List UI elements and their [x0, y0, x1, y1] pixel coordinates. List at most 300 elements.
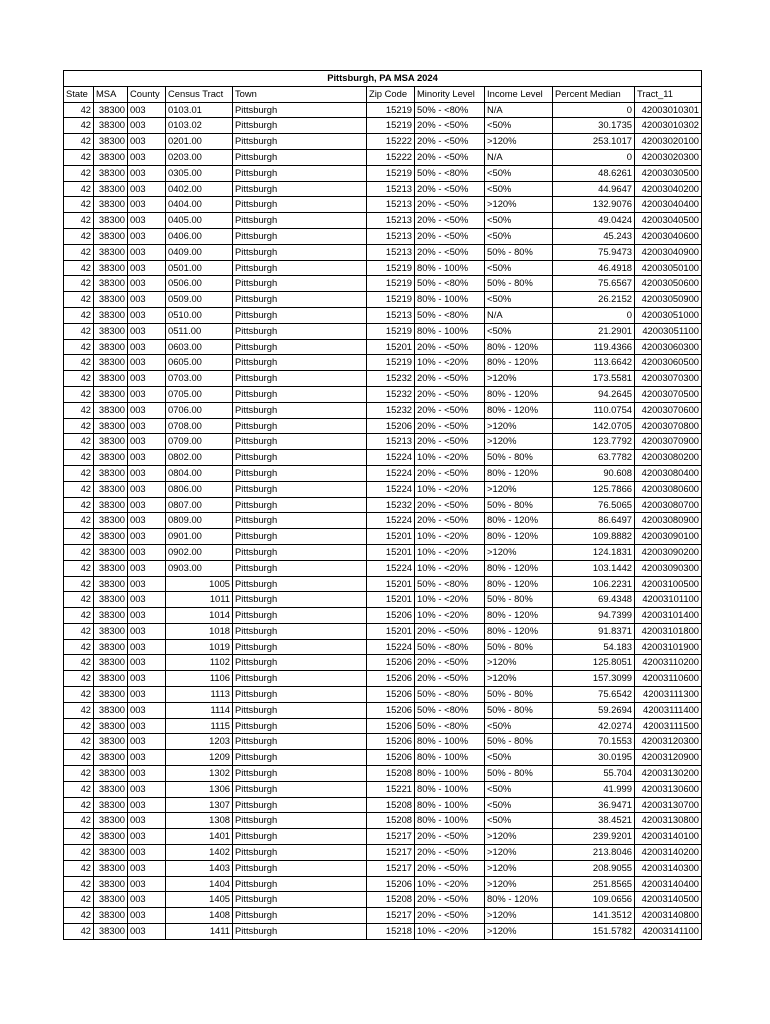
cell-msa: 38300: [94, 781, 128, 797]
table-row: [64, 181, 702, 197]
table-row: [64, 165, 702, 181]
cell-minority-level: 20% - <50%: [415, 829, 485, 845]
cell-tract-11: 42003051000: [635, 307, 702, 323]
cell-county: 003: [128, 228, 166, 244]
table-row: [64, 418, 702, 434]
cell-percent-median: 109.0656: [553, 892, 635, 908]
table-row: [64, 639, 702, 655]
cell-msa: 38300: [94, 576, 128, 592]
cell-town: Pittsburgh: [233, 276, 367, 292]
cell-county: 003: [128, 655, 166, 671]
census-tract-table: [63, 70, 702, 940]
cell-minority-level: 20% - <50%: [415, 134, 485, 150]
cell-income-level: 80% - 120%: [485, 402, 553, 418]
table-row: [64, 813, 702, 829]
table-row: [64, 197, 702, 213]
table-row: [64, 750, 702, 766]
cell-minority-level: 80% - 100%: [415, 323, 485, 339]
table-row: [64, 355, 702, 371]
cell-state: 42: [64, 702, 94, 718]
cell-tract-11: 42003040200: [635, 181, 702, 197]
cell-zip-code: 15219: [367, 355, 415, 371]
cell-msa: 38300: [94, 702, 128, 718]
cell-tract-11: 42003060300: [635, 339, 702, 355]
cell-tract-11: 42003040500: [635, 213, 702, 229]
cell-census-tract: 0103.01: [166, 102, 233, 118]
table-body: [64, 102, 702, 939]
cell-income-level: 50% - 80%: [485, 276, 553, 292]
cell-census-tract: 0511.00: [166, 323, 233, 339]
cell-msa: 38300: [94, 418, 128, 434]
cell-town: Pittsburgh: [233, 576, 367, 592]
cell-town: Pittsburgh: [233, 513, 367, 529]
cell-percent-median: 119.4366: [553, 339, 635, 355]
table-row: [64, 434, 702, 450]
cell-census-tract: 0506.00: [166, 276, 233, 292]
cell-percent-median: 46.4918: [553, 260, 635, 276]
cell-state: 42: [64, 734, 94, 750]
table-row: [64, 213, 702, 229]
cell-town: Pittsburgh: [233, 829, 367, 845]
table-row: [64, 734, 702, 750]
cell-msa: 38300: [94, 797, 128, 813]
cell-minority-level: 10% - <20%: [415, 544, 485, 560]
cell-tract-11: 42003070600: [635, 402, 702, 418]
cell-tract-11: 42003050100: [635, 260, 702, 276]
cell-state: 42: [64, 307, 94, 323]
cell-state: 42: [64, 576, 94, 592]
cell-minority-level: 20% - <50%: [415, 860, 485, 876]
cell-percent-median: 69.4348: [553, 592, 635, 608]
cell-income-level: >120%: [485, 924, 553, 940]
cell-percent-median: 94.2645: [553, 386, 635, 402]
cell-tract-11: 42003101800: [635, 623, 702, 639]
table-row: [64, 718, 702, 734]
column-header-row: [64, 86, 702, 102]
cell-census-tract: 0201.00: [166, 134, 233, 150]
cell-census-tract: 0305.00: [166, 165, 233, 181]
cell-zip-code: 15201: [367, 623, 415, 639]
cell-minority-level: 20% - <50%: [415, 892, 485, 908]
cell-county: 003: [128, 797, 166, 813]
cell-town: Pittsburgh: [233, 766, 367, 782]
cell-town: Pittsburgh: [233, 718, 367, 734]
table-row: [64, 892, 702, 908]
cell-msa: 38300: [94, 829, 128, 845]
cell-town: Pittsburgh: [233, 813, 367, 829]
cell-msa: 38300: [94, 892, 128, 908]
cell-census-tract: 1106: [166, 671, 233, 687]
cell-minority-level: 80% - 100%: [415, 813, 485, 829]
cell-town: Pittsburgh: [233, 860, 367, 876]
cell-zip-code: 15206: [367, 655, 415, 671]
cell-msa: 38300: [94, 750, 128, 766]
cell-msa: 38300: [94, 355, 128, 371]
cell-percent-median: 59.2694: [553, 702, 635, 718]
cell-zip-code: 15208: [367, 892, 415, 908]
cell-tract-11: 42003101400: [635, 608, 702, 624]
cell-town: Pittsburgh: [233, 608, 367, 624]
cell-zip-code: 15213: [367, 434, 415, 450]
cell-minority-level: 80% - 100%: [415, 750, 485, 766]
cell-town: Pittsburgh: [233, 386, 367, 402]
table-row: [64, 860, 702, 876]
cell-income-level: >120%: [485, 371, 553, 387]
cell-county: 003: [128, 813, 166, 829]
cell-tract-11: 42003070900: [635, 434, 702, 450]
cell-census-tract: 1405: [166, 892, 233, 908]
table-row: [64, 797, 702, 813]
cell-minority-level: 10% - <20%: [415, 876, 485, 892]
cell-tract-11: 42003070800: [635, 418, 702, 434]
cell-tract-11: 42003080200: [635, 450, 702, 466]
cell-county: 003: [128, 102, 166, 118]
cell-minority-level: 50% - <80%: [415, 307, 485, 323]
table-row: [64, 481, 702, 497]
table-row: [64, 386, 702, 402]
cell-income-level: >120%: [485, 197, 553, 213]
cell-census-tract: 1401: [166, 829, 233, 845]
cell-town: Pittsburgh: [233, 213, 367, 229]
cell-income-level: 50% - 80%: [485, 702, 553, 718]
cell-percent-median: 123.7792: [553, 434, 635, 450]
table-row: [64, 102, 702, 118]
cell-county: 003: [128, 402, 166, 418]
cell-percent-median: 44.9647: [553, 181, 635, 197]
cell-county: 003: [128, 355, 166, 371]
cell-income-level: <50%: [485, 292, 553, 308]
cell-income-level: 50% - 80%: [485, 639, 553, 655]
cell-county: 003: [128, 608, 166, 624]
table-row: [64, 260, 702, 276]
table-row: [64, 576, 702, 592]
cell-zip-code: 15232: [367, 386, 415, 402]
cell-minority-level: 20% - <50%: [415, 181, 485, 197]
cell-msa: 38300: [94, 655, 128, 671]
cell-income-level: 80% - 120%: [485, 608, 553, 624]
table-row: [64, 134, 702, 150]
cell-minority-level: 20% - <50%: [415, 228, 485, 244]
cell-zip-code: 15232: [367, 497, 415, 513]
cell-state: 42: [64, 339, 94, 355]
cell-county: 003: [128, 560, 166, 576]
cell-county: 003: [128, 592, 166, 608]
cell-msa: 38300: [94, 228, 128, 244]
cell-tract-11: 42003140800: [635, 908, 702, 924]
cell-census-tract: 0510.00: [166, 307, 233, 323]
cell-census-tract: 0703.00: [166, 371, 233, 387]
cell-income-level: >120%: [485, 481, 553, 497]
cell-tract-11: 42003130700: [635, 797, 702, 813]
cell-state: 42: [64, 766, 94, 782]
cell-zip-code: 15232: [367, 402, 415, 418]
cell-msa: 38300: [94, 623, 128, 639]
cell-state: 42: [64, 402, 94, 418]
table-row: [64, 908, 702, 924]
cell-town: Pittsburgh: [233, 434, 367, 450]
cell-county: 003: [128, 702, 166, 718]
column-header-zip-code: Zip Code: [367, 86, 415, 102]
table-row: [64, 292, 702, 308]
cell-percent-median: 55.704: [553, 766, 635, 782]
cell-census-tract: 0806.00: [166, 481, 233, 497]
cell-income-level: <50%: [485, 718, 553, 734]
table-row: [64, 560, 702, 576]
cell-town: Pittsburgh: [233, 655, 367, 671]
cell-state: 42: [64, 924, 94, 940]
cell-town: Pittsburgh: [233, 418, 367, 434]
column-header-county: County: [128, 86, 166, 102]
cell-zip-code: 15224: [367, 465, 415, 481]
table-row: [64, 371, 702, 387]
cell-msa: 38300: [94, 371, 128, 387]
cell-msa: 38300: [94, 165, 128, 181]
cell-town: Pittsburgh: [233, 592, 367, 608]
cell-county: 003: [128, 781, 166, 797]
cell-income-level: <50%: [485, 165, 553, 181]
cell-msa: 38300: [94, 481, 128, 497]
cell-zip-code: 15213: [367, 181, 415, 197]
cell-state: 42: [64, 813, 94, 829]
cell-town: Pittsburgh: [233, 639, 367, 655]
cell-msa: 38300: [94, 323, 128, 339]
cell-income-level: 50% - 80%: [485, 592, 553, 608]
cell-town: Pittsburgh: [233, 118, 367, 134]
cell-census-tract: 1011: [166, 592, 233, 608]
column-header-percent-median: Percent Median: [553, 86, 635, 102]
cell-income-level: >120%: [485, 418, 553, 434]
cell-msa: 38300: [94, 639, 128, 655]
cell-town: Pittsburgh: [233, 892, 367, 908]
cell-town: Pittsburgh: [233, 702, 367, 718]
cell-census-tract: 1114: [166, 702, 233, 718]
cell-income-level: >120%: [485, 671, 553, 687]
cell-county: 003: [128, 434, 166, 450]
cell-zip-code: 15213: [367, 213, 415, 229]
cell-msa: 38300: [94, 181, 128, 197]
cell-town: Pittsburgh: [233, 197, 367, 213]
cell-percent-median: 0: [553, 307, 635, 323]
cell-zip-code: 15219: [367, 102, 415, 118]
cell-percent-median: 86.6497: [553, 513, 635, 529]
cell-county: 003: [128, 134, 166, 150]
cell-percent-median: 106.2231: [553, 576, 635, 592]
cell-percent-median: 251.8565: [553, 876, 635, 892]
cell-msa: 38300: [94, 529, 128, 545]
cell-income-level: 80% - 120%: [485, 513, 553, 529]
cell-income-level: >120%: [485, 860, 553, 876]
cell-census-tract: 0903.00: [166, 560, 233, 576]
cell-msa: 38300: [94, 465, 128, 481]
cell-minority-level: 10% - <20%: [415, 608, 485, 624]
cell-tract-11: 42003130600: [635, 781, 702, 797]
cell-minority-level: 20% - <50%: [415, 149, 485, 165]
cell-income-level: <50%: [485, 750, 553, 766]
cell-minority-level: 20% - <50%: [415, 671, 485, 687]
cell-minority-level: 20% - <50%: [415, 213, 485, 229]
cell-tract-11: 42003051100: [635, 323, 702, 339]
cell-percent-median: 75.6567: [553, 276, 635, 292]
cell-state: 42: [64, 687, 94, 703]
cell-zip-code: 15201: [367, 592, 415, 608]
cell-town: Pittsburgh: [233, 149, 367, 165]
cell-state: 42: [64, 165, 94, 181]
cell-income-level: N/A: [485, 149, 553, 165]
cell-tract-11: 42003010302: [635, 118, 702, 134]
cell-income-level: >120%: [485, 845, 553, 861]
cell-minority-level: 10% - <20%: [415, 481, 485, 497]
cell-zip-code: 15221: [367, 781, 415, 797]
cell-income-level: <50%: [485, 781, 553, 797]
cell-zip-code: 15201: [367, 544, 415, 560]
cell-tract-11: 42003040900: [635, 244, 702, 260]
cell-census-tract: 0902.00: [166, 544, 233, 560]
cell-minority-level: 80% - 100%: [415, 734, 485, 750]
table-row: [64, 402, 702, 418]
cell-zip-code: 15219: [367, 165, 415, 181]
cell-msa: 38300: [94, 671, 128, 687]
cell-state: 42: [64, 513, 94, 529]
cell-state: 42: [64, 260, 94, 276]
cell-income-level: 80% - 120%: [485, 529, 553, 545]
cell-minority-level: 10% - <20%: [415, 450, 485, 466]
cell-percent-median: 142.0705: [553, 418, 635, 434]
table-row: [64, 845, 702, 861]
cell-zip-code: 15213: [367, 307, 415, 323]
cell-county: 003: [128, 671, 166, 687]
cell-state: 42: [64, 197, 94, 213]
cell-percent-median: 49.0424: [553, 213, 635, 229]
cell-zip-code: 15201: [367, 339, 415, 355]
cell-tract-11: 42003090300: [635, 560, 702, 576]
cell-msa: 38300: [94, 102, 128, 118]
cell-county: 003: [128, 181, 166, 197]
cell-income-level: 80% - 120%: [485, 339, 553, 355]
cell-zip-code: 15206: [367, 608, 415, 624]
cell-tract-11: 42003050600: [635, 276, 702, 292]
cell-town: Pittsburgh: [233, 560, 367, 576]
table-row: [64, 702, 702, 718]
cell-county: 003: [128, 766, 166, 782]
cell-minority-level: 80% - 100%: [415, 766, 485, 782]
table-row: [64, 513, 702, 529]
cell-town: Pittsburgh: [233, 339, 367, 355]
table-row: [64, 544, 702, 560]
cell-percent-median: 90.608: [553, 465, 635, 481]
cell-minority-level: 10% - <20%: [415, 355, 485, 371]
cell-msa: 38300: [94, 149, 128, 165]
cell-minority-level: 80% - 100%: [415, 260, 485, 276]
cell-tract-11: 42003140200: [635, 845, 702, 861]
cell-tract-11: 42003050900: [635, 292, 702, 308]
cell-town: Pittsburgh: [233, 181, 367, 197]
cell-county: 003: [128, 687, 166, 703]
cell-income-level: <50%: [485, 813, 553, 829]
cell-county: 003: [128, 339, 166, 355]
cell-tract-11: 42003140300: [635, 860, 702, 876]
table-row: [64, 529, 702, 545]
column-header-town: Town: [233, 86, 367, 102]
cell-zip-code: 15219: [367, 276, 415, 292]
cell-tract-11: 42003080700: [635, 497, 702, 513]
cell-tract-11: 42003140400: [635, 876, 702, 892]
cell-zip-code: 15219: [367, 260, 415, 276]
cell-county: 003: [128, 623, 166, 639]
cell-census-tract: 0807.00: [166, 497, 233, 513]
cell-county: 003: [128, 276, 166, 292]
cell-percent-median: 94.7399: [553, 608, 635, 624]
cell-msa: 38300: [94, 924, 128, 940]
cell-minority-level: 10% - <20%: [415, 560, 485, 576]
table-row: [64, 766, 702, 782]
cell-percent-median: 75.6542: [553, 687, 635, 703]
cell-county: 003: [128, 292, 166, 308]
cell-msa: 38300: [94, 307, 128, 323]
cell-census-tract: 0103.02: [166, 118, 233, 134]
cell-tract-11: 42003110200: [635, 655, 702, 671]
cell-percent-median: 239.9201: [553, 829, 635, 845]
cell-income-level: 80% - 120%: [485, 576, 553, 592]
cell-tract-11: 42003010301: [635, 102, 702, 118]
cell-state: 42: [64, 276, 94, 292]
cell-msa: 38300: [94, 560, 128, 576]
cell-tract-11: 42003141100: [635, 924, 702, 940]
cell-county: 003: [128, 497, 166, 513]
cell-msa: 38300: [94, 845, 128, 861]
cell-msa: 38300: [94, 513, 128, 529]
cell-town: Pittsburgh: [233, 623, 367, 639]
cell-town: Pittsburgh: [233, 450, 367, 466]
cell-income-level: 50% - 80%: [485, 766, 553, 782]
cell-town: Pittsburgh: [233, 371, 367, 387]
cell-msa: 38300: [94, 608, 128, 624]
cell-state: 42: [64, 718, 94, 734]
cell-percent-median: 48.6261: [553, 165, 635, 181]
cell-state: 42: [64, 655, 94, 671]
cell-zip-code: 15206: [367, 671, 415, 687]
cell-minority-level: 20% - <50%: [415, 434, 485, 450]
cell-tract-11: 42003090200: [635, 544, 702, 560]
column-header-income-level: Income Level: [485, 86, 553, 102]
cell-percent-median: 45.243: [553, 228, 635, 244]
cell-percent-median: 63.7782: [553, 450, 635, 466]
cell-county: 003: [128, 576, 166, 592]
cell-census-tract: 1115: [166, 718, 233, 734]
cell-minority-level: 20% - <50%: [415, 244, 485, 260]
cell-minority-level: 50% - <80%: [415, 576, 485, 592]
cell-state: 42: [64, 371, 94, 387]
cell-census-tract: 1306: [166, 781, 233, 797]
cell-town: Pittsburgh: [233, 402, 367, 418]
cell-percent-median: 0: [553, 149, 635, 165]
cell-tract-11: 42003140100: [635, 829, 702, 845]
column-header-msa: MSA: [94, 86, 128, 102]
table-row: [64, 323, 702, 339]
cell-census-tract: 1018: [166, 623, 233, 639]
cell-income-level: >120%: [485, 876, 553, 892]
cell-msa: 38300: [94, 908, 128, 924]
cell-county: 003: [128, 718, 166, 734]
cell-tract-11: 42003120300: [635, 734, 702, 750]
cell-town: Pittsburgh: [233, 734, 367, 750]
cell-msa: 38300: [94, 276, 128, 292]
cell-minority-level: 10% - <20%: [415, 592, 485, 608]
cell-state: 42: [64, 892, 94, 908]
table-row: [64, 118, 702, 134]
cell-county: 003: [128, 908, 166, 924]
cell-income-level: 50% - 80%: [485, 687, 553, 703]
cell-town: Pittsburgh: [233, 481, 367, 497]
